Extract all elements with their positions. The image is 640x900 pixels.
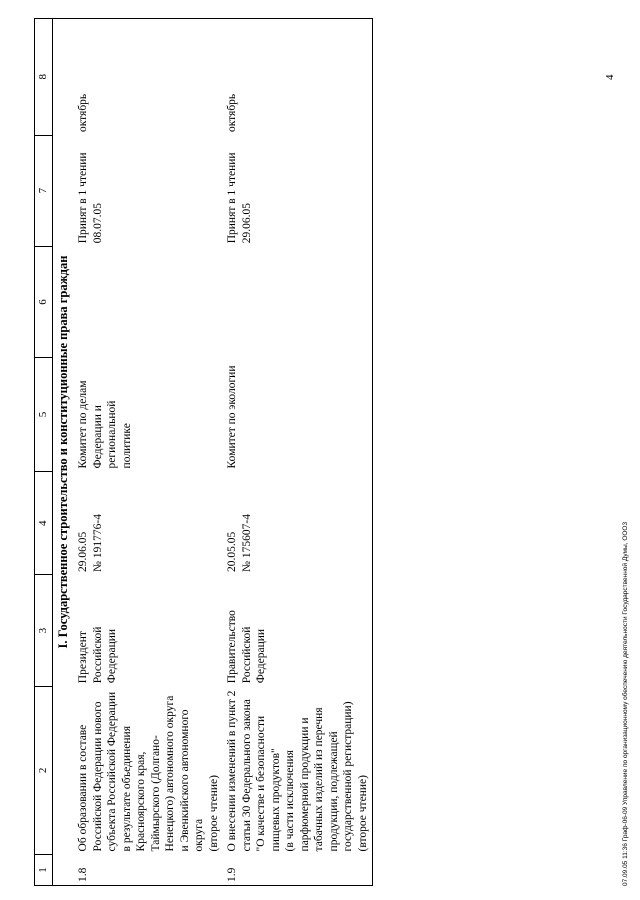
row-number: 1.9 bbox=[223, 854, 373, 885]
bill-date-number: 29.06.05 № 191776-4 bbox=[77, 514, 104, 572]
legislation-table bbox=[34, 18, 373, 886]
section-row bbox=[52, 19, 74, 886]
column-number: 1 bbox=[35, 854, 53, 885]
column-number: 5 bbox=[35, 358, 53, 472]
bill-status: Принят в 1 чтении 08.07.05 bbox=[77, 152, 104, 244]
column-number: 6 bbox=[35, 246, 53, 357]
column-number: 8 bbox=[35, 19, 53, 136]
row-number: 1.8 bbox=[74, 854, 223, 885]
page-footer: 07.09.05 11:36 Граф-06-09 Управление по организационному обеспечению деятельности Государственной Думы, ООО3 bbox=[622, 521, 629, 886]
bill-initiator: Правительство Российской Федерации bbox=[223, 575, 373, 686]
table-row bbox=[223, 19, 373, 886]
bill-period: октябрь bbox=[74, 19, 223, 136]
responsible-committee: Комитет по делам Федерации и региональной политике bbox=[77, 380, 133, 469]
page-number: 4 bbox=[604, 74, 616, 80]
legislation-table-wrap bbox=[34, 18, 638, 886]
responsible-committee: Комитет по экологии bbox=[223, 358, 373, 472]
column-number: 4 bbox=[35, 471, 53, 575]
column-number: 3 bbox=[35, 575, 53, 686]
bill-title: Об образовании в составе Российской Федерации нового субъекта Российской Федерации в результате объединения Красноярского края, Таймырского (Долгано-Ненецкого) автономного округа и Эвенкийского автономного округа (второе чтение) bbox=[77, 691, 220, 852]
bill-initiator: Президент Российской Федерации bbox=[77, 626, 118, 684]
column-number: 2 bbox=[35, 686, 53, 854]
table-row bbox=[74, 19, 223, 886]
column-number-row bbox=[35, 19, 53, 886]
bill-title: О внесении изменений в пункт 2 статьи 30 Федерального закона "О качестве и безопасности пищевых продуктов" (в части исключения парфюмерной продукции и табачных изделий из перечня продукции, подлежащей государственной регистрации) (второе чтение) bbox=[223, 686, 373, 854]
bill-status: Принят в 1 чтении 29.06.05 bbox=[223, 135, 373, 246]
column-number: 7 bbox=[35, 135, 53, 246]
bill-period: октябрь bbox=[223, 19, 373, 136]
section-title: I. Государственное строительство и конституционные права граждан bbox=[52, 19, 74, 886]
column-6-cell bbox=[74, 246, 223, 357]
bill-date-number: 20.05.05 № 175607-4 bbox=[223, 471, 373, 575]
column-6-cell bbox=[223, 246, 373, 357]
